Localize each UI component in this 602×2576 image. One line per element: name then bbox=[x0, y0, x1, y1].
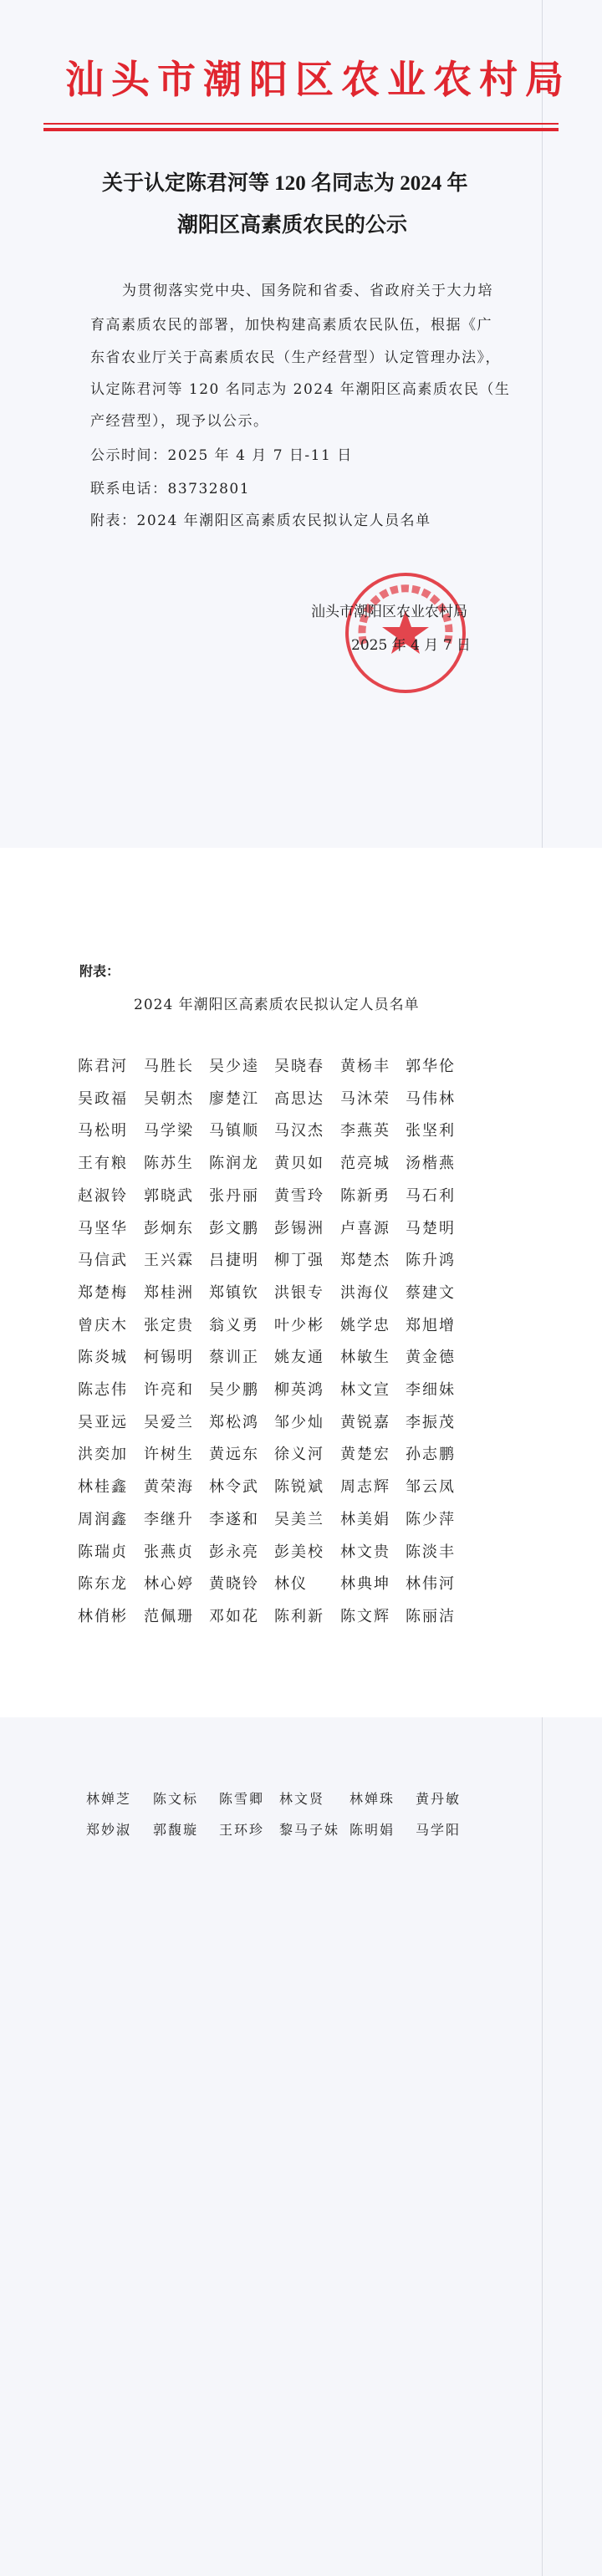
name-list-item: 郑楚梅 bbox=[78, 1283, 128, 1302]
name-list-item: 洪银专 bbox=[274, 1283, 324, 1302]
name-list-item: 彭文鹏 bbox=[209, 1219, 259, 1237]
document-title-line-1: 关于认定陈君河等 120 名同志为 2024 年 bbox=[102, 172, 468, 195]
name-list-item: 吴政福 bbox=[78, 1089, 128, 1108]
name-list-item: 彭美校 bbox=[274, 1543, 324, 1561]
name-list-item: 郑楚杰 bbox=[340, 1252, 390, 1270]
body-line: 产经营型），现予以公示。 bbox=[90, 413, 269, 430]
body-line: 育高素质农民的部署，加快构建高素质农民队伍，根据《广 bbox=[90, 317, 492, 334]
page-3 bbox=[0, 1717, 602, 2576]
name-list-item: 许树生 bbox=[144, 1446, 194, 1464]
page-2 bbox=[0, 848, 602, 1717]
name-list-item: 彭锡洲 bbox=[274, 1219, 324, 1237]
name-list-item: 林敏生 bbox=[340, 1349, 390, 1367]
name-list-item: 黄杨丰 bbox=[340, 1058, 390, 1075]
page-1 bbox=[0, 0, 602, 848]
name-list-item: 陈明娟 bbox=[349, 1822, 395, 1838]
name-list-item: 马石利 bbox=[406, 1186, 456, 1205]
name-list-item: 孙志鹏 bbox=[406, 1446, 456, 1464]
name-list-item: 郑桂洲 bbox=[144, 1283, 194, 1302]
name-list-item: 马学阳 bbox=[416, 1822, 462, 1838]
name-list-item: 黄远东 bbox=[209, 1446, 259, 1464]
name-list-item: 陈东龙 bbox=[78, 1575, 128, 1594]
name-list-item: 黄晓铃 bbox=[209, 1575, 259, 1594]
name-list-item: 彭炯东 bbox=[144, 1219, 194, 1237]
name-list-item: 李细妹 bbox=[406, 1381, 456, 1399]
name-list-item: 黎马子妹 bbox=[279, 1822, 340, 1838]
name-list-item: 马坚华 bbox=[78, 1219, 128, 1237]
name-list-item: 陈君河 bbox=[78, 1058, 128, 1075]
name-list-item: 郑镇钦 bbox=[209, 1283, 259, 1302]
document-title-line-2: 潮阳区高素质农民的公示 bbox=[177, 214, 408, 237]
name-list-item: 林桂鑫 bbox=[78, 1478, 128, 1497]
name-list-item: 郭馥璇 bbox=[153, 1822, 199, 1838]
name-list-item: 林仪 bbox=[274, 1575, 308, 1594]
name-list-item: 马楚明 bbox=[406, 1219, 456, 1237]
name-list-item: 林婵芝 bbox=[86, 1791, 132, 1807]
attachment-note: 附表：2024 年潮阳区高素质农民拟认定人员名单 bbox=[90, 513, 431, 529]
name-list-title: 2024 年潮阳区高素质农民拟认定人员名单 bbox=[134, 997, 420, 1013]
name-list-item: 范佩珊 bbox=[144, 1607, 194, 1625]
name-list-item: 洪奕加 bbox=[78, 1446, 128, 1464]
name-list-item: 黄楚宏 bbox=[340, 1446, 390, 1464]
name-list-item: 张定贵 bbox=[144, 1316, 194, 1334]
name-list-item: 吴爱兰 bbox=[144, 1413, 194, 1431]
signature-organization: 汕头市潮阳区农业农村局 bbox=[311, 604, 467, 620]
header-divider-thin bbox=[43, 123, 559, 125]
name-list-item: 黄丹敏 bbox=[416, 1791, 462, 1807]
contact-phone: 联系电话：83732801 bbox=[90, 481, 251, 497]
name-list-item: 陈瑞贞 bbox=[78, 1543, 128, 1561]
scan-edge-line bbox=[542, 1717, 543, 2576]
name-list-item: 黄贝如 bbox=[274, 1155, 324, 1173]
name-list-item: 林文贵 bbox=[340, 1543, 390, 1561]
name-list-item: 吴晓春 bbox=[274, 1058, 324, 1075]
name-list-item: 陈炎城 bbox=[78, 1349, 128, 1367]
name-list-item: 卢喜源 bbox=[340, 1219, 390, 1237]
name-list-item: 吴亚远 bbox=[78, 1413, 128, 1431]
name-list-item: 周润鑫 bbox=[78, 1510, 128, 1528]
body-line: 为贯彻落实党中央、国务院和省委、省政府关于大力培 bbox=[122, 283, 493, 299]
name-list-item: 叶少彬 bbox=[274, 1316, 324, 1334]
name-list-item: 马胜长 bbox=[144, 1058, 194, 1075]
name-list-item: 吴少鹏 bbox=[209, 1381, 259, 1399]
name-list-item: 马汉杰 bbox=[274, 1122, 324, 1140]
name-list-item: 陈文标 bbox=[153, 1791, 199, 1807]
name-list-item: 张丹丽 bbox=[209, 1186, 259, 1205]
name-list-item: 黄金德 bbox=[406, 1349, 456, 1367]
name-list-item: 林美娟 bbox=[340, 1510, 390, 1528]
name-list-item: 王兴霖 bbox=[144, 1252, 194, 1270]
name-list-item: 林令武 bbox=[209, 1478, 259, 1497]
attachment-label: 附表： bbox=[79, 963, 120, 979]
name-list-item: 吕捷明 bbox=[209, 1252, 259, 1270]
name-list-item: 吴美兰 bbox=[274, 1510, 324, 1528]
name-list-item: 陈新勇 bbox=[340, 1186, 390, 1205]
name-list-item: 林文宣 bbox=[340, 1381, 390, 1399]
name-list-item: 黄锐嘉 bbox=[340, 1413, 390, 1431]
name-list-item: 邹云凤 bbox=[406, 1478, 456, 1497]
name-list-item: 曾庆木 bbox=[78, 1316, 128, 1334]
name-list-item: 马信武 bbox=[78, 1252, 128, 1270]
name-list-item: 马松明 bbox=[78, 1122, 128, 1140]
name-list-item: 郭晓武 bbox=[144, 1186, 194, 1205]
name-list-item: 吴朝杰 bbox=[144, 1089, 194, 1108]
name-list-item: 林文贤 bbox=[279, 1791, 325, 1807]
name-list-item: 邹少灿 bbox=[274, 1413, 324, 1431]
name-list-item: 王有粮 bbox=[78, 1155, 128, 1173]
name-list-item: 林俏彬 bbox=[78, 1607, 128, 1625]
name-list-item: 徐义河 bbox=[274, 1446, 324, 1464]
name-list-item: 林典坤 bbox=[340, 1575, 390, 1594]
official-seal-icon bbox=[343, 570, 468, 696]
organization-header: 汕头市潮阳区农业农村局 bbox=[65, 57, 571, 102]
name-list-item: 陈雪卿 bbox=[219, 1791, 265, 1807]
name-list-item: 马沐荣 bbox=[340, 1089, 390, 1108]
name-list-item: 蔡训正 bbox=[209, 1349, 259, 1367]
name-list-item: 邓如花 bbox=[209, 1607, 259, 1625]
name-list-item: 高思达 bbox=[274, 1089, 324, 1108]
name-list-item: 李振茂 bbox=[406, 1413, 456, 1431]
name-list-item: 陈升鸿 bbox=[406, 1252, 456, 1270]
name-list-item: 郑松鸿 bbox=[209, 1413, 259, 1431]
name-list-item: 马镇顺 bbox=[209, 1122, 259, 1140]
name-list-item: 彭永亮 bbox=[209, 1543, 259, 1561]
name-list-item: 郑妙淑 bbox=[86, 1822, 132, 1838]
name-list-item: 林心婷 bbox=[144, 1575, 194, 1594]
name-list-item: 陈润龙 bbox=[209, 1155, 259, 1173]
name-list-item: 郭华伦 bbox=[406, 1058, 456, 1075]
header-divider-thick bbox=[43, 128, 559, 131]
name-list-item: 柳丁强 bbox=[274, 1252, 324, 1270]
name-list-item: 马伟林 bbox=[406, 1089, 456, 1108]
name-list-item: 李遂和 bbox=[209, 1510, 259, 1528]
name-list-item: 吴少逵 bbox=[209, 1058, 259, 1075]
name-list-item: 范亮城 bbox=[340, 1155, 390, 1173]
name-list-item: 柯锡明 bbox=[144, 1349, 194, 1367]
name-list-item: 汤楷燕 bbox=[406, 1155, 456, 1173]
name-list-item: 许亮和 bbox=[144, 1381, 194, 1399]
name-list-item: 柳英鸿 bbox=[274, 1381, 324, 1399]
name-list-item: 陈丽洁 bbox=[406, 1607, 456, 1625]
name-list-item: 林婵珠 bbox=[349, 1791, 395, 1807]
name-list-item: 王环珍 bbox=[219, 1822, 265, 1838]
publicity-period: 公示时间：2025 年 4 月 7 日-11 日 bbox=[90, 447, 353, 464]
name-list-item: 李继升 bbox=[144, 1510, 194, 1528]
name-list-item: 蔡建文 bbox=[406, 1283, 456, 1302]
name-list-item: 陈少萍 bbox=[406, 1510, 456, 1528]
name-list-item: 周志辉 bbox=[340, 1478, 390, 1497]
name-list-item: 黄雪玲 bbox=[274, 1186, 324, 1205]
name-list-item: 郑旭增 bbox=[406, 1316, 456, 1334]
name-list-item: 陈锐斌 bbox=[274, 1478, 324, 1497]
name-list-item: 张燕贞 bbox=[144, 1543, 194, 1561]
name-list-item: 陈志伟 bbox=[78, 1381, 128, 1399]
body-line: 认定陈君河等 120 名同志为 2024 年潮阳区高素质农民（生 bbox=[90, 381, 511, 398]
name-list-item: 黄荣海 bbox=[144, 1478, 194, 1497]
name-list-item: 陈利新 bbox=[274, 1607, 324, 1625]
name-list-item: 林伟河 bbox=[406, 1575, 456, 1594]
name-list-item: 洪海仪 bbox=[340, 1283, 390, 1302]
name-list-item: 赵淑铃 bbox=[78, 1186, 128, 1205]
name-list-item: 马学梁 bbox=[144, 1122, 194, 1140]
name-list-item: 姚学忠 bbox=[340, 1316, 390, 1334]
name-list-item: 陈淡丰 bbox=[406, 1543, 456, 1561]
body-line: 东省农业厅关于高素质农民（生产经营型）认定管理办法》， bbox=[90, 349, 501, 366]
signature-date: 2025 年 4 月 7 日 bbox=[351, 637, 471, 654]
name-list-item: 李燕英 bbox=[340, 1122, 390, 1140]
name-list-item: 陈苏生 bbox=[144, 1155, 194, 1173]
name-list-item: 张坚利 bbox=[406, 1122, 456, 1140]
name-list-item: 廖楚江 bbox=[209, 1089, 259, 1108]
name-list-item: 姚友通 bbox=[274, 1349, 324, 1367]
name-list-item: 陈文辉 bbox=[340, 1607, 390, 1625]
name-list-item: 翁义勇 bbox=[209, 1316, 259, 1334]
